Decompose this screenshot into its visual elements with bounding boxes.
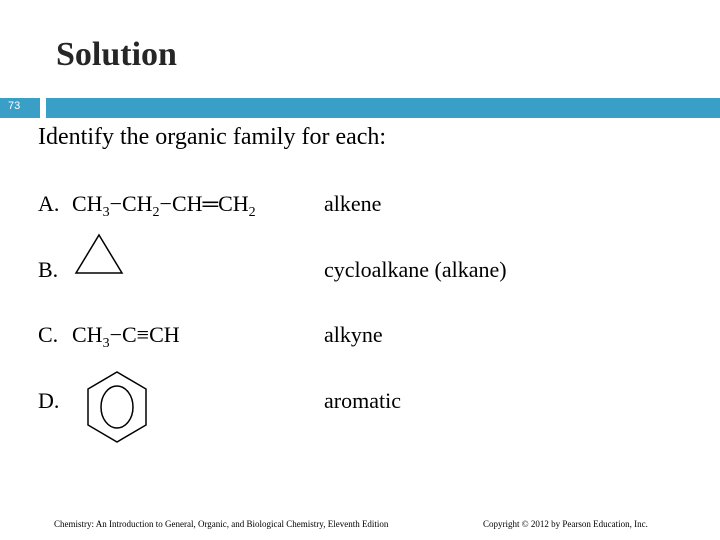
item-c-label: C. [38,322,59,347]
header-bar [46,98,720,118]
footer-copyright: Copyright © 2012 by Pearson Education, Inc. [483,519,648,529]
triangle-icon [74,233,124,275]
slide-number-box [0,98,40,118]
benzene-ring-icon [78,368,156,446]
item-d-label: D. [38,388,60,413]
item-c-family: alkyne [324,322,383,347]
footer-source: Chemistry: An Introduction to General, Organic, and Biological Chemistry, Eleventh Edition [54,519,389,529]
question-text: Identify the organic family for each: [38,124,387,150]
item-c-formula: $CH_3-C\equiv CH$ [72,322,180,351]
item-b-label: B. [38,257,59,282]
item-a-family: alkene [324,191,382,216]
item-a-label: A. [38,191,60,216]
item-b-family: cycloalkane (alkane) [324,257,507,282]
item-a-formula: $CH_3-CH_2-CH═CH_2$ [72,191,256,220]
slide-title: Solution [56,36,177,73]
slide-number: 73 [8,100,21,112]
item-d-family: aromatic [324,388,401,413]
